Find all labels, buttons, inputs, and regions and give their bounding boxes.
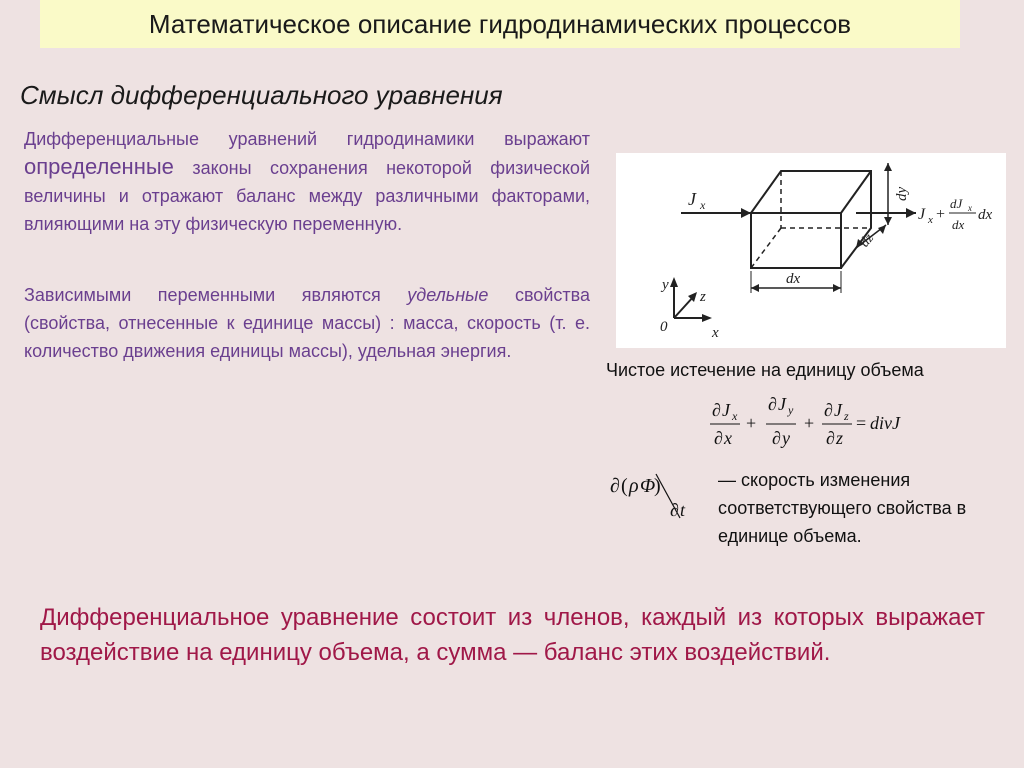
dy-arrowhead-top	[884, 163, 892, 171]
term-x-den-partial: ∂	[714, 428, 723, 448]
label-plus: +	[936, 206, 946, 223]
paragraph-dependent-variables	[24, 281, 590, 365]
section-subtitle: Смысл дифференциального уравнения	[20, 80, 503, 110]
paragraph2-italic: удельные	[407, 285, 489, 305]
axis-x-arrowhead	[702, 314, 712, 322]
term-x-J: J	[722, 400, 730, 420]
label-dJx-sub: x	[968, 203, 972, 213]
deriv-phi: Φ	[640, 475, 656, 497]
time-derivative	[606, 466, 706, 528]
term-z-partial: ∂	[824, 400, 833, 420]
plus-2: +	[804, 413, 815, 433]
conclusion-text: Дифференциальное уравнение состоит из членов, каждый из которых выражает воздействие на единицу объема, а сумма — баланс этих воздействий.	[40, 604, 985, 666]
axis-x-label: x	[712, 325, 719, 341]
dx-arrowhead-left	[751, 284, 759, 292]
deriv-partial-top: ∂	[610, 475, 620, 497]
paragraph1-text-a: Дифференциальные уравнений гидродинамики выражают	[24, 129, 590, 149]
deriv-rho: ρ	[629, 475, 639, 497]
label-dx-denominator: dx	[952, 217, 965, 232]
cube-hidden-depth	[751, 228, 781, 268]
equals-sign: =	[856, 413, 867, 433]
term-x-partial: ∂	[712, 400, 721, 420]
cube-top-right-edge	[841, 171, 871, 213]
axis-y-arrowhead	[670, 277, 678, 287]
label-jx-in-sub: x	[700, 198, 706, 212]
control-volume-diagram	[616, 153, 1006, 348]
cube-front-face	[751, 213, 841, 268]
term-x-sub: x	[732, 409, 738, 423]
term-z-J: J	[834, 400, 842, 420]
dx-arrowhead-right	[833, 284, 841, 292]
axis-y-label: y	[662, 277, 669, 293]
term-y-J: J	[778, 394, 786, 414]
label-dy: dy	[894, 186, 910, 201]
derivative-description: — скорость изменения соответствующего свойства в единице объема.	[718, 470, 967, 546]
divergence-formula-svg	[698, 394, 938, 458]
term-y-den: y	[782, 428, 790, 448]
term-z-den-partial: ∂	[826, 428, 835, 448]
term-y-den-partial: ∂	[772, 428, 781, 448]
term-z-sub: z	[844, 409, 849, 423]
paragraph1-emphasis: определенные	[24, 154, 174, 179]
term-y-sub: y	[788, 403, 794, 417]
control-volume-figure	[616, 153, 1006, 348]
paragraph-conservation-laws	[24, 125, 590, 238]
dy-arrowhead-bottom	[884, 217, 892, 225]
term-y-partial: ∂	[768, 394, 777, 414]
cube-back-edges	[751, 171, 871, 268]
axis-origin-label: 0	[660, 319, 668, 335]
term-x-den: x	[724, 428, 732, 448]
axis-z-label: z	[700, 289, 706, 305]
axis-z-line	[674, 296, 694, 318]
paragraph2-text-b: свойства (свойства, отнесенные к единице массы) : масса, скорость (т. е. количество движения единицы массы), удельная энергия.	[24, 285, 590, 361]
deriv-close-paren: )	[654, 475, 661, 497]
paragraph1-text-b: законы сохранения некоторой физической величины и отражают баланс между различными факторами, влияющими на эту физическую переменную.	[24, 158, 590, 234]
header-bar	[40, 0, 960, 48]
outflow-arrowhead	[906, 208, 916, 218]
divergence-formula	[698, 394, 938, 458]
label-jx-in: J	[688, 189, 696, 209]
label-dx-multiplier: dx	[978, 207, 993, 223]
deriv-partial-bottom: ∂	[670, 500, 679, 520]
page-title: Математическое описание гидродинамических процессов	[148, 8, 852, 39]
label-dx: dx	[786, 271, 801, 287]
formula-rhs: divJ	[870, 413, 900, 433]
deriv-open-paren: (	[621, 475, 628, 497]
term-z-den: z	[836, 428, 844, 448]
plus-1: +	[746, 413, 757, 433]
paragraph2-text-a: Зависимыми переменными являются	[24, 285, 408, 305]
label-dz: dz	[857, 231, 877, 251]
time-derivative-svg	[606, 466, 706, 528]
figure-caption: Чистое истечение на единицу объема	[606, 360, 924, 380]
label-dJx: dJ	[950, 196, 963, 211]
deriv-t: t	[680, 500, 686, 520]
label-jx-out-sub: x	[928, 214, 933, 226]
inflow-arrowhead	[741, 208, 751, 218]
label-jx-out: J	[918, 206, 926, 223]
